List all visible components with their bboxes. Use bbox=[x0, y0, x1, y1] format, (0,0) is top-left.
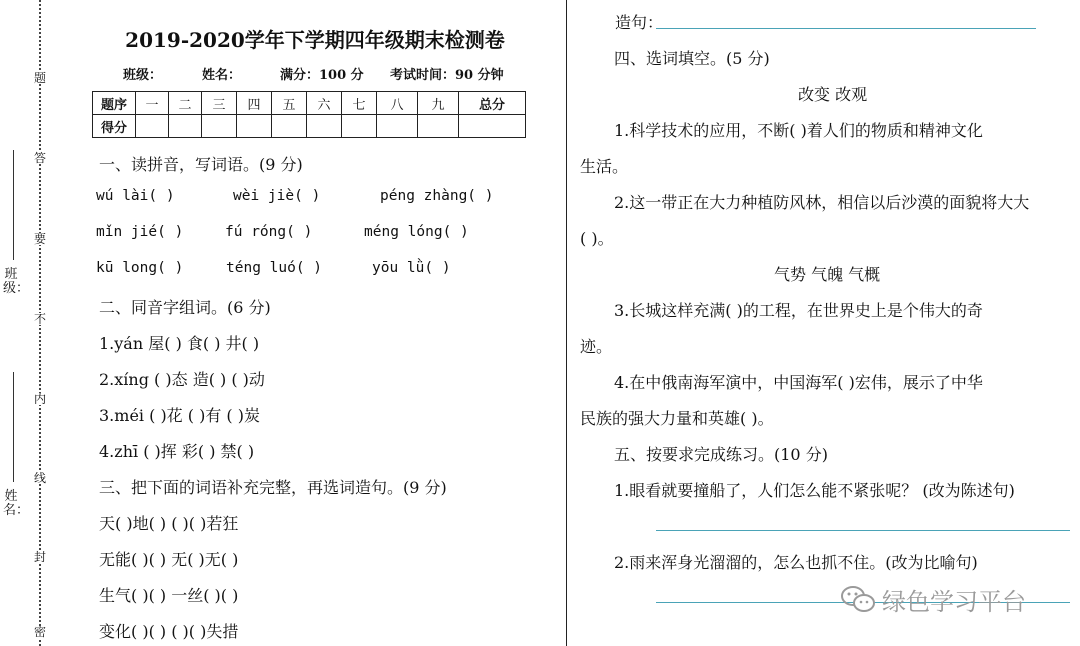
binding-notice-char: 要 bbox=[34, 232, 47, 246]
pinyin-item: téng luó( ) bbox=[226, 260, 323, 276]
table-cell: 六 bbox=[307, 92, 342, 115]
question-text: 4.在中俄南海军演中，中国海军( )宏伟，展示了中华 bbox=[614, 373, 983, 392]
pinyin-item: wú lài( ) bbox=[96, 188, 175, 204]
class-field-label: 班级： bbox=[3, 267, 30, 296]
pinyin-item: péng zhàng( ) bbox=[380, 188, 494, 204]
score-cell[interactable] bbox=[377, 115, 418, 138]
exam-time-info: 考试时间：90 分钟 bbox=[390, 68, 504, 83]
pinyin-item: méng lóng( ) bbox=[364, 224, 469, 240]
name-write-line[interactable] bbox=[13, 372, 14, 482]
sentence-answer-line[interactable] bbox=[656, 28, 1036, 29]
question-text: 迹。 bbox=[580, 337, 613, 356]
question-text: 2.雨来浑身光溜溜的，怎么也抓不住。(改为比喻句) bbox=[614, 553, 978, 572]
question-text: 民族的强大力量和英雄( )。 bbox=[580, 409, 774, 428]
pinyin-item: fú róng( ) bbox=[225, 224, 313, 240]
pinyin-item: wèi jiè( ) bbox=[233, 188, 321, 204]
question-text: ( )。 bbox=[580, 229, 614, 248]
binding-notice-char: 答 bbox=[34, 151, 47, 165]
section2-heading: 二、同音字组词。(6 分) bbox=[99, 298, 271, 317]
score-cell[interactable] bbox=[169, 115, 202, 138]
score-cell[interactable] bbox=[459, 115, 526, 138]
score-cell[interactable] bbox=[202, 115, 237, 138]
homophone-row: 2.xíng ( )态 造( ) ( )动 bbox=[99, 370, 265, 389]
score-cell[interactable] bbox=[237, 115, 272, 138]
table-cell: 总分 bbox=[459, 92, 526, 115]
score-cell[interactable] bbox=[136, 115, 169, 138]
homophone-row: 4.zhī ( )挥 彩( ) 禁( ) bbox=[99, 442, 255, 461]
homophone-row: 3.méi ( )花 ( )有 ( )炭 bbox=[99, 406, 260, 425]
wechat-icon bbox=[840, 585, 876, 613]
name-field-label: 姓名： bbox=[3, 489, 30, 518]
class-write-line[interactable] bbox=[13, 150, 14, 260]
binding-notice-char: 封 bbox=[34, 550, 47, 564]
binding-notice-char: 题 bbox=[34, 71, 47, 85]
table-row bbox=[93, 115, 526, 138]
table-cell: 得分 bbox=[93, 115, 136, 138]
idiom-row: 变化( )( ) ( )( )失措 bbox=[99, 622, 239, 641]
word-choices: 改变 改观 bbox=[798, 85, 868, 104]
table-cell: 七 bbox=[342, 92, 377, 115]
idiom-row: 天( )地( ) ( )( )若狂 bbox=[99, 514, 239, 533]
score-cell[interactable] bbox=[272, 115, 307, 138]
name-info: 姓名： bbox=[202, 68, 242, 83]
score-cell[interactable] bbox=[342, 115, 377, 138]
idiom-row: 无能( )( ) 无( )无( ) bbox=[99, 550, 239, 569]
table-cell: 五 bbox=[272, 92, 307, 115]
column-divider bbox=[566, 0, 567, 646]
table-cell: 四 bbox=[237, 92, 272, 115]
table-cell: 九 bbox=[418, 92, 459, 115]
section3-heading: 三、把下面的词语补充完整，再选词造句。(9 分) bbox=[99, 478, 447, 497]
section5-heading: 五、按要求完成练习。(10 分) bbox=[614, 445, 828, 464]
class-info: 班级： bbox=[123, 68, 163, 83]
pinyin-item: mǐn jié( ) bbox=[96, 224, 184, 240]
binding-notice-char: 线 bbox=[34, 471, 47, 485]
question-text: 1.眼看就要撞船了，人们怎么能不紧张呢？ (改为陈述句) bbox=[614, 481, 1015, 500]
sentence-label: 造句： bbox=[615, 13, 664, 32]
table-row bbox=[93, 92, 526, 115]
question-text: 2.这一带正在大力种植防风林，相信以后沙漠的面貌将大大 bbox=[614, 193, 1030, 212]
binding-notice-char: 密 bbox=[34, 625, 47, 639]
pinyin-item: yōu lǜ( ) bbox=[372, 260, 451, 276]
score-cell[interactable] bbox=[307, 115, 342, 138]
table-cell: 题序 bbox=[93, 92, 136, 115]
question-text: 生活。 bbox=[580, 157, 629, 176]
answer-line[interactable] bbox=[656, 530, 1070, 531]
table-cell: 一 bbox=[136, 92, 169, 115]
pinyin-item: kū long( ) bbox=[96, 260, 184, 276]
section1-heading: 一、读拼音，写词语。(9 分) bbox=[99, 155, 303, 174]
idiom-row: 生气( )( ) 一丝( )( ) bbox=[99, 586, 239, 605]
score-table bbox=[92, 91, 526, 138]
homophone-row: 1.yán 屋( ) 食( ) 井( ) bbox=[99, 334, 260, 353]
section4-heading: 四、选词填空。(5 分) bbox=[614, 49, 770, 68]
question-text: 1.科学技术的应用，不断( )着人们的物质和精神文化 bbox=[614, 121, 983, 140]
question-text: 3.长城这样充满( )的工程，在世界史上是个伟大的奇 bbox=[614, 301, 983, 320]
score-cell[interactable] bbox=[418, 115, 459, 138]
exam-title: 2019-2020学年下学期四年级期末检测卷 bbox=[125, 28, 505, 52]
binding-notice-char: 内 bbox=[34, 392, 47, 406]
table-cell: 三 bbox=[202, 92, 237, 115]
binding-notice-char: 不 bbox=[34, 312, 47, 326]
table-cell: 八 bbox=[377, 92, 418, 115]
table-cell: 二 bbox=[169, 92, 202, 115]
watermark-text: 绿色学习平台 bbox=[882, 588, 1026, 616]
full-score-info: 满分：100 分 bbox=[280, 68, 364, 83]
word-choices: 气势 气魄 气概 bbox=[774, 265, 881, 284]
